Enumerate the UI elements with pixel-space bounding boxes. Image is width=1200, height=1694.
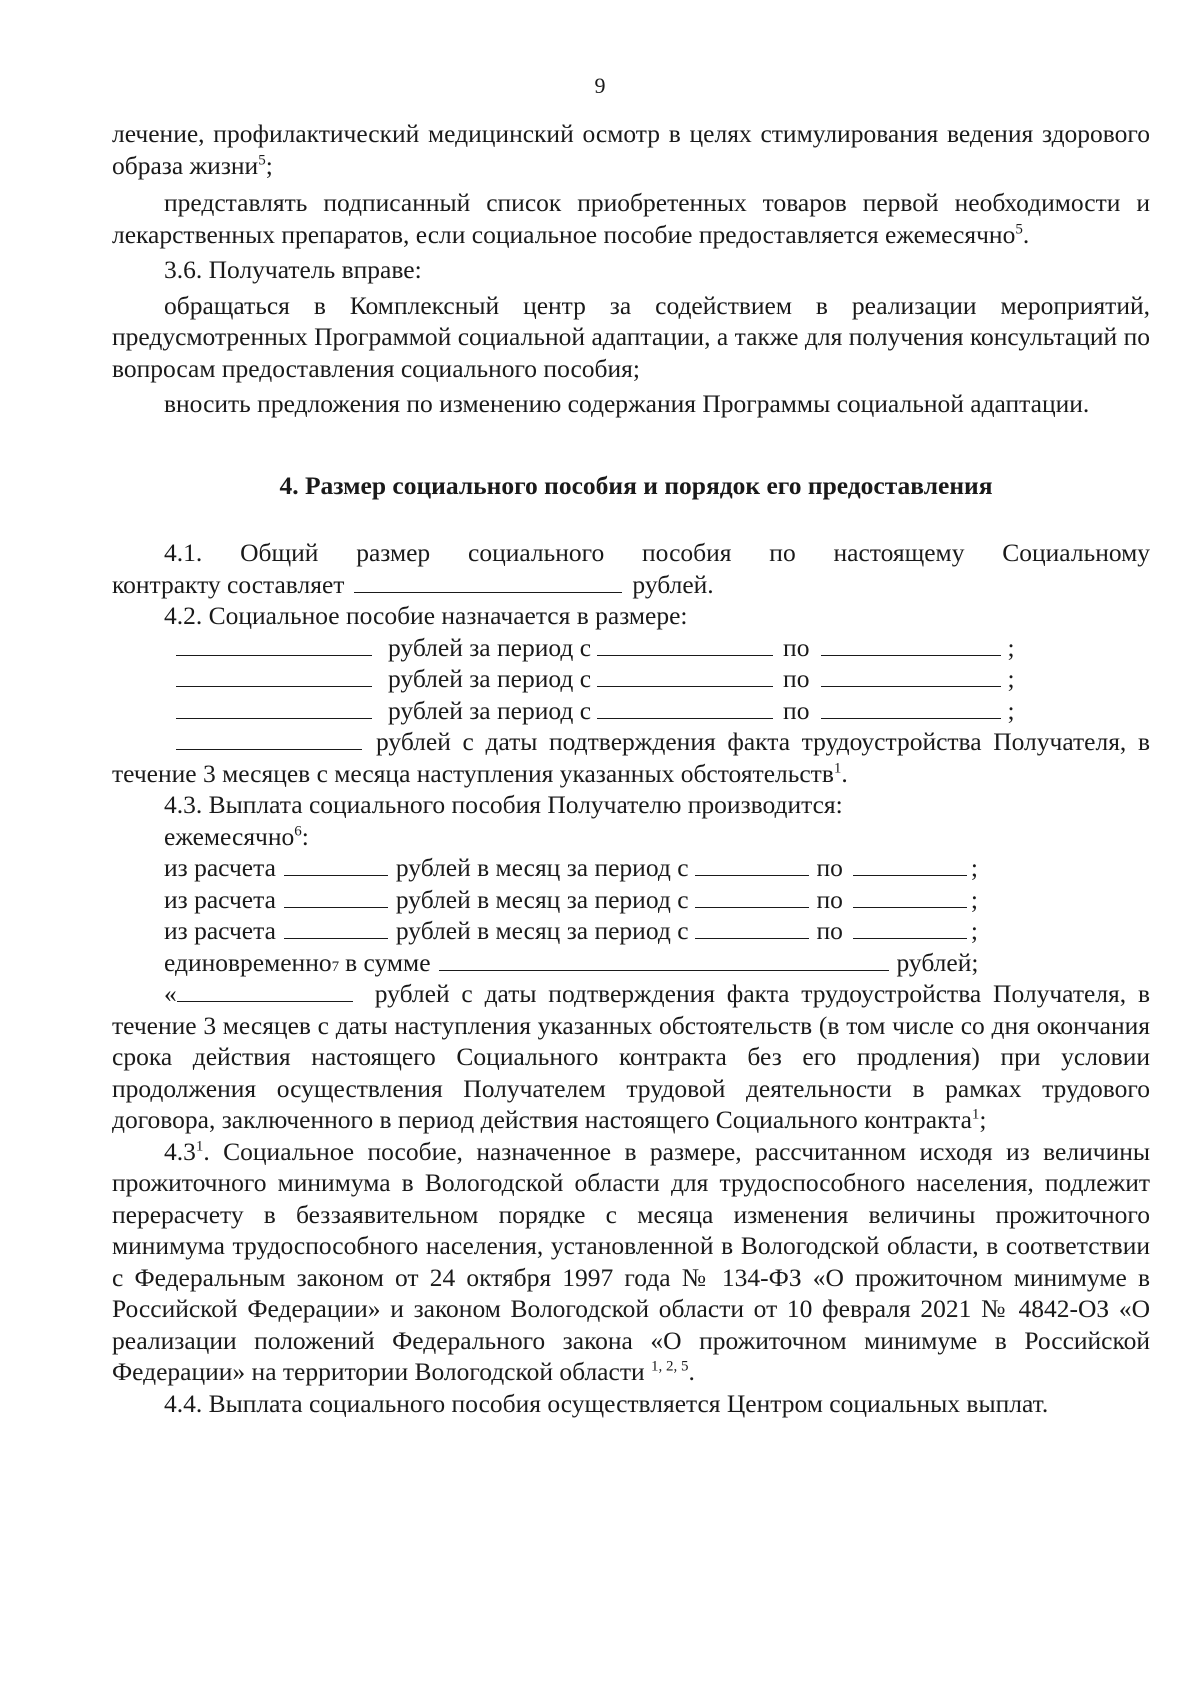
monthly-lines	[112, 852, 1150, 978]
section-4-heading: 4. Размер социального пособия и порядок его предоставления	[279, 470, 993, 500]
date-from-blank[interactable]	[597, 664, 773, 687]
period-line: рублей за период с по ;	[176, 632, 1150, 664]
date-from-blank[interactable]	[695, 853, 809, 876]
date-to-blank[interactable]	[853, 853, 967, 876]
date-to-blank[interactable]	[853, 885, 967, 908]
date-from-blank[interactable]	[695, 916, 809, 939]
lump-sum-blank[interactable]	[439, 948, 889, 971]
paragraph-suggestions: вносить предложения по изменению содержания Программы социальной адаптации.	[164, 389, 1090, 418]
amount-blank[interactable]	[177, 979, 353, 1002]
amount-blank[interactable]	[284, 916, 388, 939]
period-line: рублей за период с по ;	[176, 663, 1150, 695]
page-content	[112, 118, 1150, 1419]
footnote-ref: 1	[971, 1106, 980, 1123]
footnote-ref: 1, 2, 5	[651, 1358, 689, 1375]
amount-blank[interactable]	[284, 853, 388, 876]
footnote-ref: 5	[1015, 221, 1023, 237]
date-from-blank[interactable]	[597, 633, 773, 656]
monthly-label: ежемесячно$^6$:	[164, 821, 309, 851]
paragraph-submit-list: представлять подписанный список приобретенных товаров первой необходимости и лекарственных препаратов, если социальное пособие предоставляется ежемесячно$^5$.	[112, 188, 1150, 249]
amount-blank[interactable]	[176, 696, 372, 719]
clause-4-4: 4.4. Выплата социального пособия осуществляется Центром социальных выплат.	[164, 1388, 1049, 1418]
date-to-blank[interactable]	[853, 916, 967, 939]
footnote-ref: 1	[833, 760, 842, 776]
date-from-blank[interactable]	[695, 885, 809, 908]
footnote-ref: 5	[258, 152, 266, 168]
clause-4-1-line1: 4.1. Общий размер социального пособия по настоящему Социальному	[164, 538, 1150, 567]
monthly-line: из расчета рублей в месяц за период с по ;	[164, 853, 979, 882]
clause-4-3-1: $4.3^1$. Социальное пособие, назначенное в размере, рассчитанном исходя из величины прожиточного минимума в Вологодской области для трудоспособного населения, подлежит перерасчету в беззаявительном порядке с месяца изменения величины прожиточного минимума трудоспособного населения, установленной в Вологодской области, в соответствии с Федеральным законом от 24 октября 1997 года № 134-ФЗ «О прожиточном минимуме в Российской Федерации» и законом Вологодской области от 10 февраля 2021 № 4842-ОЗ «О реализации положений Федерального закона «О прожиточном минимуме в Российской Федерации» на территории Вологодской области $^{1, 2, 5}$.	[112, 1136, 1150, 1386]
clause-4-2: 4.2. Социальное пособие назначается в размере:	[164, 601, 688, 630]
footnote-ref: 6	[294, 823, 302, 839]
clause-4-1-line2: контракту составляет рублей.	[112, 569, 714, 599]
paragraph-text: лечение, профилактический медицинский осмотр в целях стимулирования ведения здорового образа жизни	[112, 119, 1150, 180]
amount-blank[interactable]	[176, 727, 362, 750]
monthly-line: из расчета рублей в месяц за период с по ;	[164, 884, 979, 914]
amount-blank[interactable]	[176, 664, 372, 687]
page-number: 9	[594, 73, 606, 98]
amount-blank[interactable]	[284, 885, 388, 908]
date-from-blank[interactable]	[597, 696, 773, 719]
date-to-blank[interactable]	[821, 664, 1001, 687]
amount-blank[interactable]	[176, 633, 372, 656]
clause-4-3: 4.3. Выплата социального пособия Получателю производится:	[164, 790, 843, 819]
period-line: рублей за период с по ;	[176, 695, 1150, 727]
clause-4-3-employment: « рублей с даты подтверждения факта трудоустройства Получателя, в течение 3 месяцев с даты наступления указанных обстоятельств (в том числе со дня окончания срока действия настоящего Социального контракта без его продления) при условии продолжения осуществления Получателем трудовой деятельности в рамках трудового договора, заключенного в период действия настоящего Социального контракта$^1$;	[112, 979, 1150, 1134]
lump-sum-line: единовременно 7 в сумме рублей;	[164, 947, 979, 977]
total-amount-blank[interactable]	[354, 570, 622, 593]
clause-3-6: 3.6. Получатель вправе:	[164, 255, 422, 284]
date-to-blank[interactable]	[821, 696, 1001, 719]
paragraph-apply-center: обращаться в Комплексный центр за содействием в реализации мероприятий, предусмотренных Программой социальной адаптации, а также для получения консультаций по вопросам предоставления социального пособия;	[112, 290, 1150, 383]
paragraph-text: представлять подписанный список приобретенных товаров первой необходимости и лекарственных препаратов, если социальное пособие предоставляется ежемесячно	[112, 188, 1150, 249]
date-to-blank[interactable]	[821, 633, 1001, 656]
paragraph-treatment: лечение, профилактический медицинский осмотр в целях стимулирования ведения здорового образа жизни$^5$;	[112, 119, 1150, 180]
period-lines	[112, 632, 1150, 727]
monthly-line: из расчета рублей в месяц за период с по ;	[164, 916, 979, 945]
clause-4-2-employment: рублей с даты подтверждения факта трудоустройства Получателя, в течение 3 месяцев с месяца наступления указанных обстоятельств$^1$.	[112, 727, 1150, 788]
